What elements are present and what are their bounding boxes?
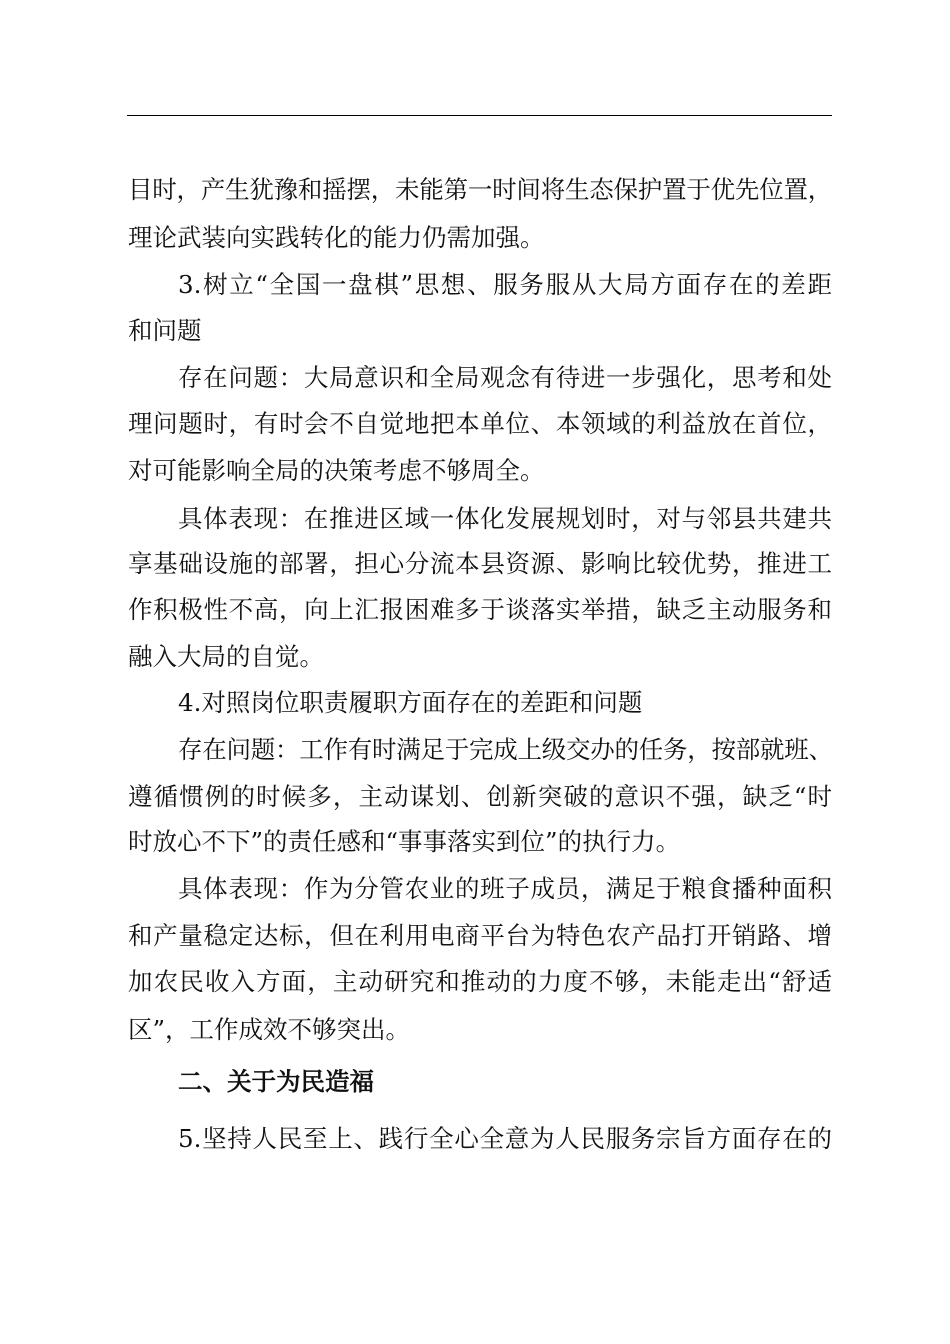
body-line: 具体表现：作为分管农业的班子成员，满足于粮食播种面积 [178, 874, 832, 903]
body-line: 理论武装向实践转化的能力仍需加强。 [128, 223, 545, 252]
chapter-heading: 二、关于为民造福 [178, 1067, 374, 1096]
body-line: 区”，工作成效不够突出。 [128, 1015, 411, 1044]
body-line: 加农民收入方面，主动研究和推动的力度不够，未能走出“舒适 [128, 967, 832, 996]
body-line: 和问题 [128, 316, 202, 345]
body-line: 享基础设施的部署，担心分流本县资源、影响比较优势，推进工 [128, 549, 832, 578]
section-heading-4: 4.对照岗位职责履职方面存在的差距和问题 [178, 688, 643, 717]
header-rule [127, 115, 832, 116]
body-line: 目时，产生犹豫和摇摆，未能第一时间将生态保护置于优先位置， [128, 175, 832, 204]
body-line: 对可能影响全局的决策考虑不够周全。 [128, 456, 545, 485]
body-line: 理问题时，有时会不自觉地把本单位、本领域的利益放在首位， [128, 409, 832, 438]
body-line: 作积极性不高，向上汇报困难多于谈落实举措，缺乏主动服务和 [128, 595, 832, 624]
body-line: 存在问题：工作有时满足于完成上级交办的任务，按部就班、 [178, 735, 833, 764]
body-line: 融入大局的自觉。 [128, 642, 324, 671]
body-line: 时放心不下”的责任感和“事事落实到位”的执行力。 [128, 827, 681, 856]
body-line: 和产量稳定达标，但在利用电商平台为特色农产品打开销路、增 [128, 921, 832, 950]
section-heading-5: 5.坚持人民至上、践行全心全意为人民服务宗旨方面存在的 [178, 1124, 832, 1153]
body-line: 存在问题：大局意识和全局观念有待进一步强化，思考和处 [178, 363, 832, 392]
section-heading-3: 3.树立“全国一盘棋”思想、服务服从大局方面存在的差距 [178, 270, 832, 299]
body-line: 具体表现：在推进区域一体化发展规划时，对与邻县共建共 [178, 504, 832, 533]
body-line: 遵循惯例的时候多，主动谋划、创新突破的意识不强，缺乏“时 [128, 782, 832, 811]
